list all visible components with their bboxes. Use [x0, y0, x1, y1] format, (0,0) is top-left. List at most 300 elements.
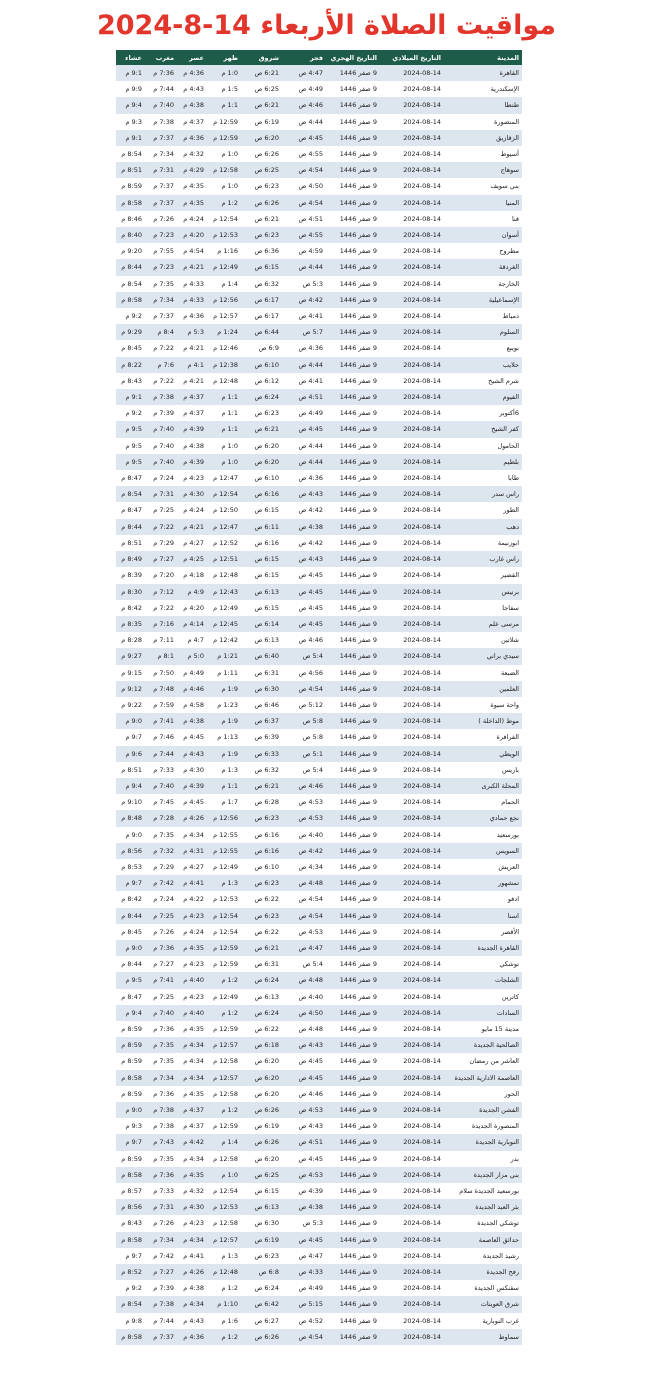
cell-maghrib: 7:38 م: [145, 1118, 177, 1134]
cell-city: أسيوط: [444, 146, 522, 162]
cell-dhuhr: 1:3 م: [207, 875, 241, 891]
cell-city: بورسعيد: [444, 827, 522, 843]
cell-dhuhr: 12:59 م: [207, 1118, 241, 1134]
table-row: [116, 616, 522, 632]
cell-gregorian-date: 2024-08-14: [380, 567, 444, 583]
cell-city: العاشر من رمضان: [444, 1053, 522, 1069]
cell-fajr: 4:44 ص: [282, 454, 326, 470]
table-row: [116, 665, 522, 681]
cell-city: غرب النوبارية: [444, 1313, 522, 1329]
header-hijri-date: التاريخ الهجري: [326, 50, 380, 65]
cell-isha: 8:43 م: [116, 1215, 145, 1231]
cell-isha: 8:51 م: [116, 162, 145, 178]
cell-maghrib: 7:45 م: [145, 794, 177, 810]
cell-hijri-date: 9 صفر 1446: [326, 762, 380, 778]
cell-isha: 9:9 م: [116, 81, 145, 97]
cell-isha: 8:59 م: [116, 178, 145, 194]
cell-asr: 4:41 م: [177, 875, 207, 891]
cell-asr: 4:31 م: [177, 843, 207, 859]
cell-asr: 4:39 م: [177, 778, 207, 794]
cell-city: بئر العبد الجديدة: [444, 1199, 522, 1215]
table-row: [116, 1183, 522, 1199]
cell-gregorian-date: 2024-08-14: [380, 924, 444, 940]
cell-fajr: 4:53 ص: [282, 810, 326, 826]
cell-gregorian-date: 2024-08-14: [380, 729, 444, 745]
cell-gregorian-date: 2024-08-14: [380, 1264, 444, 1280]
cell-asr: 4:18 م: [177, 567, 207, 583]
cell-isha: 8:47 م: [116, 502, 145, 518]
cell-hijri-date: 9 صفر 1446: [326, 616, 380, 632]
table-row: [116, 648, 522, 664]
table-row: [116, 681, 522, 697]
cell-fajr: 5:1 ص: [282, 746, 326, 762]
cell-fajr: 4:54 ص: [282, 908, 326, 924]
cell-sunrise: 6:24 ص: [241, 1280, 282, 1296]
cell-maghrib: 7:44 م: [145, 81, 177, 97]
cell-gregorian-date: 2024-08-14: [380, 292, 444, 308]
cell-city: السادات: [444, 1005, 522, 1021]
cell-sunrise: 6:13 ص: [241, 989, 282, 1005]
cell-sunrise: 6:46 ص: [241, 697, 282, 713]
cell-maghrib: 7:34 م: [145, 292, 177, 308]
cell-gregorian-date: 2024-08-14: [380, 1037, 444, 1053]
cell-fajr: 5:3 ص: [282, 1215, 326, 1231]
cell-gregorian-date: 2024-08-14: [380, 324, 444, 340]
cell-gregorian-date: 2024-08-14: [380, 648, 444, 664]
table-row: [116, 389, 522, 405]
cell-fajr: 4:42 ص: [282, 535, 326, 551]
table-row: [116, 340, 522, 356]
cell-maghrib: 7:27 م: [145, 551, 177, 567]
cell-sunrise: 6:20 ص: [241, 1053, 282, 1069]
cell-city: حلايب: [444, 357, 522, 373]
cell-dhuhr: 1:9 م: [207, 746, 241, 762]
cell-hijri-date: 9 صفر 1446: [326, 259, 380, 275]
cell-dhuhr: 1:2 م: [207, 1280, 241, 1296]
cell-maghrib: 7:38 م: [145, 1296, 177, 1312]
cell-dhuhr: 12:54 م: [207, 486, 241, 502]
cell-asr: 4:58 م: [177, 697, 207, 713]
cell-maghrib: 7:36 م: [145, 1086, 177, 1102]
header-asr: عصر: [177, 50, 207, 65]
cell-dhuhr: 12:49 م: [207, 259, 241, 275]
cell-isha: 9:2 م: [116, 405, 145, 421]
cell-gregorian-date: 2024-08-14: [380, 1183, 444, 1199]
cell-fajr: 5:4 ص: [282, 648, 326, 664]
cell-hijri-date: 9 صفر 1446: [326, 1086, 380, 1102]
cell-isha: 9:7 م: [116, 729, 145, 745]
cell-dhuhr: 1:11 م: [207, 665, 241, 681]
cell-maghrib: 7:37 م: [145, 130, 177, 146]
header-gregorian-date: التاريخ الميلادي: [380, 50, 444, 65]
cell-sunrise: 6:15 ص: [241, 502, 282, 518]
cell-dhuhr: 12:56 م: [207, 810, 241, 826]
cell-gregorian-date: 2024-08-14: [380, 1296, 444, 1312]
cell-asr: 4:46 م: [177, 681, 207, 697]
cell-fajr: 4:45 ص: [282, 616, 326, 632]
cell-isha: 9:2 م: [116, 1280, 145, 1296]
table-row: [116, 114, 522, 130]
cell-gregorian-date: 2024-08-14: [380, 762, 444, 778]
cell-asr: 5:0 م: [177, 648, 207, 664]
cell-fajr: 4:49 ص: [282, 405, 326, 421]
cell-fajr: 4:34 ص: [282, 859, 326, 875]
cell-hijri-date: 9 صفر 1446: [326, 211, 380, 227]
cell-hijri-date: 9 صفر 1446: [326, 1070, 380, 1086]
cell-city: شرم الشيخ: [444, 373, 522, 389]
cell-isha: 8:53 م: [116, 859, 145, 875]
cell-gregorian-date: 2024-08-14: [380, 97, 444, 113]
cell-hijri-date: 9 صفر 1446: [326, 324, 380, 340]
cell-asr: 4:32 م: [177, 1183, 207, 1199]
cell-fajr: 4:52 ص: [282, 1313, 326, 1329]
cell-fajr: 4:45 ص: [282, 584, 326, 600]
cell-city: بلطيم: [444, 454, 522, 470]
cell-hijri-date: 9 صفر 1446: [326, 114, 380, 130]
cell-sunrise: 6:14 ص: [241, 616, 282, 632]
cell-dhuhr: 1:24 م: [207, 324, 241, 340]
cell-dhuhr: 12:59 م: [207, 130, 241, 146]
cell-maghrib: 7:35 م: [145, 1053, 177, 1069]
cell-sunrise: 6:24 ص: [241, 1005, 282, 1021]
cell-hijri-date: 9 صفر 1446: [326, 1232, 380, 1248]
cell-gregorian-date: 2024-08-14: [380, 438, 444, 454]
cell-city: رشيد الجديدة: [444, 1248, 522, 1264]
table-row: [116, 1118, 522, 1134]
table-row: [116, 535, 522, 551]
cell-dhuhr: 1:0 م: [207, 146, 241, 162]
cell-asr: 4:30 م: [177, 762, 207, 778]
cell-sunrise: 6:31 ص: [241, 665, 282, 681]
cell-dhuhr: 12:42 م: [207, 632, 241, 648]
cell-gregorian-date: 2024-08-14: [380, 114, 444, 130]
cell-isha: 8:42 م: [116, 600, 145, 616]
table-row: [116, 227, 522, 243]
cell-dhuhr: 12:58 م: [207, 1151, 241, 1167]
cell-asr: 4:45 م: [177, 794, 207, 810]
cell-isha: 9:5 م: [116, 972, 145, 988]
cell-fajr: 5:8 ص: [282, 729, 326, 745]
cell-maghrib: 7:42 م: [145, 1248, 177, 1264]
cell-city: راس سدر: [444, 486, 522, 502]
cell-hijri-date: 9 صفر 1446: [326, 1102, 380, 1118]
cell-gregorian-date: 2024-08-14: [380, 195, 444, 211]
cell-hijri-date: 9 صفر 1446: [326, 81, 380, 97]
cell-hijri-date: 9 صفر 1446: [326, 1248, 380, 1264]
cell-city: المنيا: [444, 195, 522, 211]
cell-gregorian-date: 2024-08-14: [380, 1070, 444, 1086]
cell-gregorian-date: 2024-08-14: [380, 908, 444, 924]
cell-isha: 9:15 م: [116, 665, 145, 681]
cell-maghrib: 7:40 م: [145, 454, 177, 470]
cell-maghrib: 7:55 م: [145, 243, 177, 259]
cell-hijri-date: 9 صفر 1446: [326, 875, 380, 891]
cell-city: سفاجا: [444, 600, 522, 616]
table-row: [116, 632, 522, 648]
cell-maghrib: 7:22 م: [145, 519, 177, 535]
cell-dhuhr: 12:50 م: [207, 502, 241, 518]
cell-asr: 4:40 م: [177, 972, 207, 988]
cell-fajr: 5:15 ص: [282, 1296, 326, 1312]
cell-isha: 9:4 م: [116, 1005, 145, 1021]
cell-city: شلاتين: [444, 632, 522, 648]
cell-fajr: 4:43 ص: [282, 1037, 326, 1053]
cell-isha: 9:5 م: [116, 438, 145, 454]
cell-gregorian-date: 2024-08-14: [380, 551, 444, 567]
cell-dhuhr: 12:53 م: [207, 891, 241, 907]
cell-dhuhr: 12:58 م: [207, 1215, 241, 1231]
cell-sunrise: 6:37 ص: [241, 713, 282, 729]
cell-city: الخارجة: [444, 276, 522, 292]
cell-asr: 4:35 م: [177, 1021, 207, 1037]
cell-isha: 9:0 م: [116, 940, 145, 956]
cell-isha: 8:35 م: [116, 616, 145, 632]
cell-dhuhr: 1:7 م: [207, 794, 241, 810]
cell-fajr: 4:55 ص: [282, 227, 326, 243]
cell-dhuhr: 12:48 م: [207, 373, 241, 389]
cell-isha: 8:40 م: [116, 227, 145, 243]
cell-fajr: 4:44 ص: [282, 114, 326, 130]
cell-maghrib: 7:46 م: [145, 729, 177, 745]
cell-isha: 8:59 م: [116, 1151, 145, 1167]
cell-dhuhr: 1:0 م: [207, 454, 241, 470]
cell-fajr: 4:45 ص: [282, 567, 326, 583]
cell-maghrib: 7:38 م: [145, 389, 177, 405]
table-row: [116, 810, 522, 826]
cell-maghrib: 7:35 م: [145, 1037, 177, 1053]
table-row: [116, 1167, 522, 1183]
cell-city: برنيس: [444, 584, 522, 600]
cell-sunrise: 6:13 ص: [241, 632, 282, 648]
cell-maghrib: 7:39 م: [145, 1280, 177, 1296]
cell-hijri-date: 9 صفر 1446: [326, 535, 380, 551]
cell-fajr: 4:55 ص: [282, 146, 326, 162]
cell-gregorian-date: 2024-08-14: [380, 810, 444, 826]
cell-hijri-date: 9 صفر 1446: [326, 308, 380, 324]
cell-asr: 4:35 م: [177, 1086, 207, 1102]
cell-isha: 8:44 م: [116, 259, 145, 275]
cell-asr: 4:23 م: [177, 956, 207, 972]
cell-maghrib: 7:35 م: [145, 827, 177, 843]
cell-maghrib: 7:29 م: [145, 535, 177, 551]
cell-maghrib: 7:36 م: [145, 940, 177, 956]
cell-gregorian-date: 2024-08-14: [380, 681, 444, 697]
table-row: [116, 713, 522, 729]
cell-hijri-date: 9 صفر 1446: [326, 697, 380, 713]
cell-isha: 9:5 م: [116, 421, 145, 437]
cell-sunrise: 6:9 ص: [241, 340, 282, 356]
cell-asr: 4:33 م: [177, 276, 207, 292]
cell-gregorian-date: 2024-08-14: [380, 1329, 444, 1345]
cell-asr: 4:26 م: [177, 1264, 207, 1280]
cell-sunrise: 6:23 ص: [241, 1248, 282, 1264]
cell-isha: 8:47 م: [116, 989, 145, 1005]
table-row: [116, 827, 522, 843]
cell-dhuhr: 12:59 م: [207, 114, 241, 130]
cell-isha: 8:54 م: [116, 486, 145, 502]
cell-dhuhr: 12:55 م: [207, 827, 241, 843]
cell-isha: 8:45 م: [116, 924, 145, 940]
cell-asr: 4:41 م: [177, 1248, 207, 1264]
cell-isha: 8:58 م: [116, 1167, 145, 1183]
cell-asr: 4:39 م: [177, 454, 207, 470]
table-row: [116, 940, 522, 956]
cell-asr: 4:38 م: [177, 97, 207, 113]
cell-hijri-date: 9 صفر 1446: [326, 146, 380, 162]
table-row: [116, 989, 522, 1005]
table-row: [116, 956, 522, 972]
cell-asr: 4:30 م: [177, 1199, 207, 1215]
table-row: [116, 178, 522, 194]
cell-isha: 8:54 م: [116, 146, 145, 162]
cell-sunrise: 6:39 ص: [241, 729, 282, 745]
cell-dhuhr: 12:52 م: [207, 535, 241, 551]
cell-maghrib: 7:44 م: [145, 1313, 177, 1329]
cell-maghrib: 7:44 م: [145, 746, 177, 762]
cell-sunrise: 6:20 ص: [241, 1070, 282, 1086]
cell-sunrise: 6:32 ص: [241, 762, 282, 778]
cell-city: الحمام: [444, 794, 522, 810]
cell-maghrib: 7:36 م: [145, 1021, 177, 1037]
cell-dhuhr: 1:16 م: [207, 243, 241, 259]
cell-dhuhr: 12:46 م: [207, 340, 241, 356]
cell-sunrise: 6:23 ص: [241, 908, 282, 924]
cell-hijri-date: 9 صفر 1446: [326, 891, 380, 907]
cell-maghrib: 7:40 م: [145, 438, 177, 454]
cell-city: المنصورة: [444, 114, 522, 130]
cell-city: مطروح: [444, 243, 522, 259]
cell-asr: 4:37 م: [177, 114, 207, 130]
cell-asr: 4:37 م: [177, 405, 207, 421]
cell-asr: 4:27 م: [177, 535, 207, 551]
table-row: [116, 292, 522, 308]
cell-gregorian-date: 2024-08-14: [380, 519, 444, 535]
cell-gregorian-date: 2024-08-14: [380, 875, 444, 891]
table-row: [116, 146, 522, 162]
cell-hijri-date: 9 صفر 1446: [326, 843, 380, 859]
cell-dhuhr: 12:58 م: [207, 1053, 241, 1069]
cell-city: راس غارب: [444, 551, 522, 567]
cell-fajr: 4:43 ص: [282, 551, 326, 567]
cell-dhuhr: 12:58 م: [207, 162, 241, 178]
cell-dhuhr: 1:0 م: [207, 438, 241, 454]
cell-asr: 4:37 م: [177, 1102, 207, 1118]
cell-isha: 8:52 م: [116, 1264, 145, 1280]
cell-isha: 8:44 م: [116, 908, 145, 924]
cell-isha: 8:22 م: [116, 357, 145, 373]
table-row: [116, 1102, 522, 1118]
table-row: [116, 1053, 522, 1069]
page-title: مواقيت الصلاة الأربعاء 14-8-2024: [96, 10, 556, 41]
cell-isha: 9:0 م: [116, 713, 145, 729]
cell-gregorian-date: 2024-08-14: [380, 1005, 444, 1021]
cell-sunrise: 6:26 ص: [241, 1102, 282, 1118]
cell-city: نجع حمادي: [444, 810, 522, 826]
cell-gregorian-date: 2024-08-14: [380, 421, 444, 437]
table-row: [116, 843, 522, 859]
cell-dhuhr: 12:57 م: [207, 308, 241, 324]
cell-asr: 4:26 م: [177, 810, 207, 826]
cell-isha: 9:1 م: [116, 389, 145, 405]
cell-isha: 8:54 م: [116, 1296, 145, 1312]
table-row: [116, 454, 522, 470]
table-row: [116, 211, 522, 227]
table-row: [116, 794, 522, 810]
cell-hijri-date: 9 صفر 1446: [326, 908, 380, 924]
cell-fajr: 4:33 ص: [282, 1264, 326, 1280]
cell-maghrib: 7:34 م: [145, 1070, 177, 1086]
cell-dhuhr: 12:57 م: [207, 1037, 241, 1053]
cell-hijri-date: 9 صفر 1446: [326, 1005, 380, 1021]
cell-sunrise: 6:15 ص: [241, 600, 282, 616]
cell-hijri-date: 9 صفر 1446: [326, 1134, 380, 1150]
cell-gregorian-date: 2024-08-14: [380, 178, 444, 194]
header-fajr: فجر: [282, 50, 326, 65]
cell-gregorian-date: 2024-08-14: [380, 697, 444, 713]
table-row: [116, 130, 522, 146]
cell-city: الصالحية الجديدة: [444, 1037, 522, 1053]
cell-hijri-date: 9 صفر 1446: [326, 1264, 380, 1280]
cell-gregorian-date: 2024-08-14: [380, 1086, 444, 1102]
cell-city: الفيوم: [444, 389, 522, 405]
cell-gregorian-date: 2024-08-14: [380, 584, 444, 600]
table-row: [116, 486, 522, 502]
cell-fajr: 4:49 ص: [282, 81, 326, 97]
cell-maghrib: 7:27 م: [145, 1264, 177, 1280]
cell-maghrib: 8:4 م: [145, 324, 177, 340]
cell-dhuhr: 1:1 م: [207, 389, 241, 405]
cell-gregorian-date: 2024-08-14: [380, 81, 444, 97]
cell-gregorian-date: 2024-08-14: [380, 1102, 444, 1118]
cell-gregorian-date: 2024-08-14: [380, 1151, 444, 1167]
cell-isha: 8:48 م: [116, 810, 145, 826]
cell-sunrise: 6:16 ص: [241, 535, 282, 551]
cell-gregorian-date: 2024-08-14: [380, 308, 444, 324]
cell-gregorian-date: 2024-08-14: [380, 502, 444, 518]
cell-sunrise: 6:20 ص: [241, 438, 282, 454]
cell-isha: 8:28 م: [116, 632, 145, 648]
cell-hijri-date: 9 صفر 1446: [326, 65, 380, 81]
cell-fajr: 4:42 ص: [282, 843, 326, 859]
cell-maghrib: 7:6 م: [145, 357, 177, 373]
cell-fajr: 4:41 ص: [282, 308, 326, 324]
cell-sunrise: 6:40 ص: [241, 648, 282, 664]
cell-sunrise: 6:28 ص: [241, 794, 282, 810]
cell-sunrise: 6:20 ص: [241, 454, 282, 470]
cell-city: بني سويف: [444, 178, 522, 194]
cell-gregorian-date: 2024-08-14: [380, 1313, 444, 1329]
cell-fajr: 4:45 ص: [282, 130, 326, 146]
cell-maghrib: 7:22 م: [145, 373, 177, 389]
cell-gregorian-date: 2024-08-14: [380, 891, 444, 907]
cell-asr: 4:20 م: [177, 600, 207, 616]
cell-maghrib: 7:25 م: [145, 908, 177, 924]
cell-isha: 9:1 م: [116, 65, 145, 81]
cell-gregorian-date: 2024-08-14: [380, 1021, 444, 1037]
cell-maghrib: 7:16 م: [145, 616, 177, 632]
cell-dhuhr: 1:0 م: [207, 178, 241, 194]
cell-hijri-date: 9 صفر 1446: [326, 1118, 380, 1134]
table-row: [116, 324, 522, 340]
cell-dhuhr: 12:49 م: [207, 859, 241, 875]
cell-asr: 4:54 م: [177, 243, 207, 259]
cell-maghrib: 7:50 م: [145, 665, 177, 681]
cell-hijri-date: 9 صفر 1446: [326, 989, 380, 1005]
cell-sunrise: 6:18 ص: [241, 1037, 282, 1053]
cell-gregorian-date: 2024-08-14: [380, 713, 444, 729]
cell-fajr: 4:44 ص: [282, 357, 326, 373]
cell-dhuhr: 1:9 م: [207, 713, 241, 729]
